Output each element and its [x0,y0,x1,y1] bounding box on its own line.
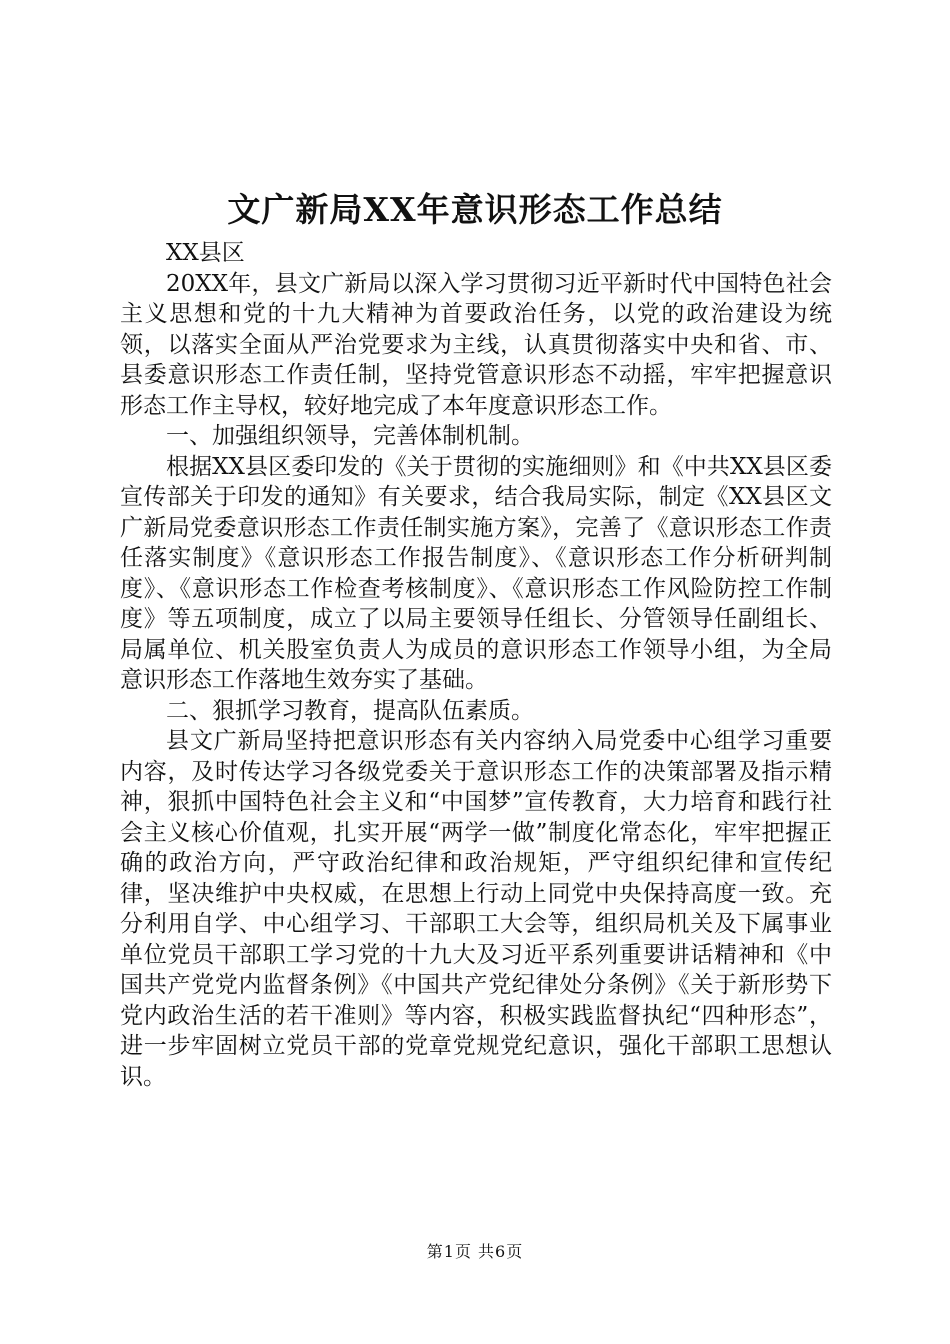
section-heading-2: 二、狠抓学习教育，提高队伍素质。 [166,697,534,724]
document-body [120,238,832,1092]
paragraph-intro: 20XX年，县文广新局以深入学习贯彻习近平新时代中国特色社会主义思想和党的十九大精神为首要政治任务，以党的政治建设为统领，以落实全面从严治党要求为主线，认真贯彻落实中央和省、市、县委意识形态工作责任制，坚持党管意识形态不动摇，牢牢把握意识形态工作主导权，较好地完成了本年度意识形态工作。 [120,270,832,419]
document-title: 文广新局XX年意识形态工作总结 [227,190,723,229]
paragraph-section-2: 县文广新局坚持把意识形态有关内容纳入局党委中心组学习重要内容，及时传达学习各级党委关于意识形态工作的决策部署及指示精神，狠抓中国特色社会主义和“中国梦”宣传教育，大力培育和践行社会主义核心价值观，扎实开展“两学一做”制度化常态化，牢牢把握正确的政治方向，严守政治纪律和政治规矩，严守组织纪律和宣传纪律，坚决维护中央权威，在思想上行动上同党中央保持高度一致。充分利用自学、中心组学习、干部职工大会等，组织局机关及下属事业单位党员干部职工学习党的十九大及习近平系列重要讲话精神和《中国共产党党内监督条例》《中国共产党纪律处分条例》《关于新形势下党内政治生活的若干准则》等内容，积极实践监督执纪“四种形态”，进一步牢固树立党员干部的党章党规党纪意识，强化干部职工思想认识。 [120,728,832,1090]
paragraph-section-1: 根据XX县区委印发的《关于贯彻的实施细则》和《中共XX县区委宣传部关于印发的通知》有关要求，结合我局实际，制定《XX县区文广新局党委意识形态工作责任制实施方案》，完善了《意识形态工作责任落实制度》《意识形态工作报告制度》、《意识形态工作分析研判制度》、《意识形态工作检查考核制度》、《意识形态工作风险防控工作制度》等五项制度，成立了以局主要领导任组长、分管领导任副组长、局属单位、机关股室负责人为成员的意识形态工作领导小组，为全局意识形态工作落地生效夯实了基础。 [120,453,832,693]
page-number: 第1页 共6页 [426,1242,524,1261]
paragraph-location: XX县区 [166,240,245,266]
section-heading-1: 一、加强组织领导，完善体制机制。 [166,423,534,449]
